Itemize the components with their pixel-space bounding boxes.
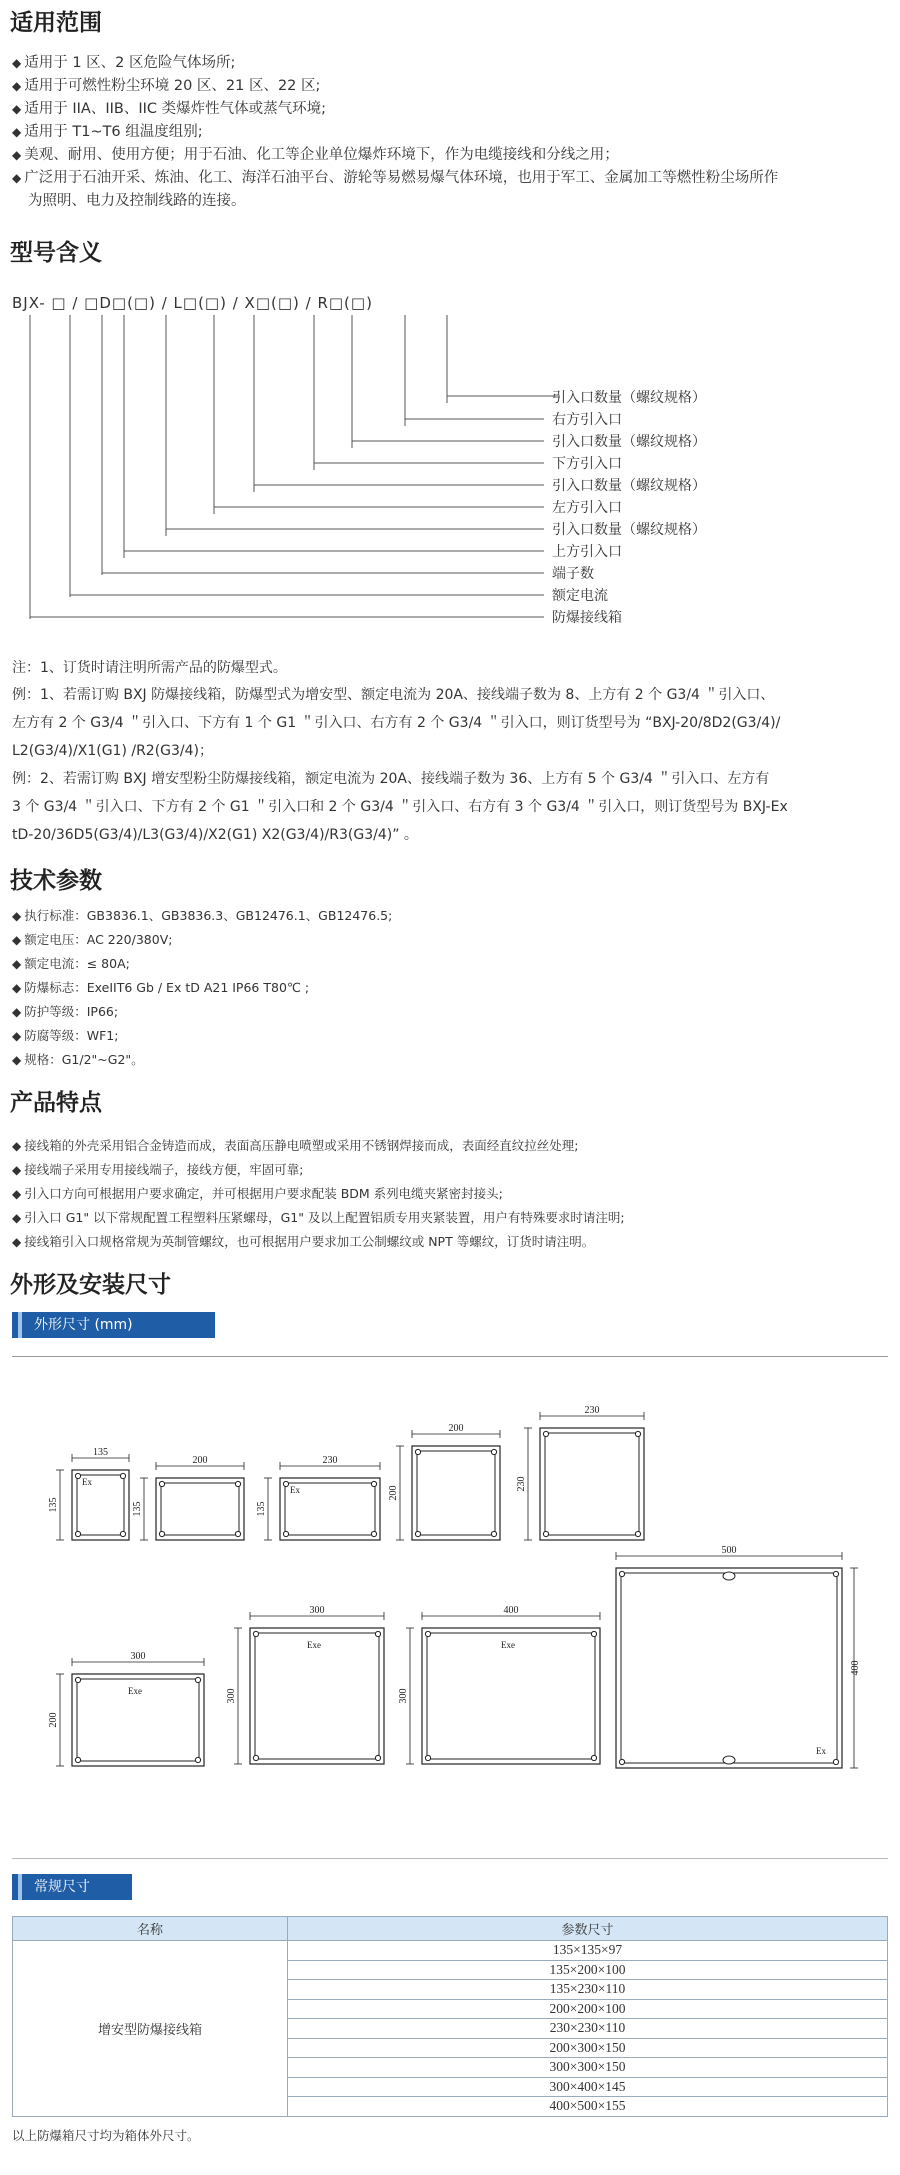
size-cell: 135×200×100: [288, 1960, 888, 1980]
bolt-icon: [75, 1757, 80, 1762]
scope-item: ◆ 美观、耐用、使用方便；用于石油、化工等企业单位爆炸环境下，作为电缆接线和分线之用；: [12, 147, 619, 163]
note-line: 左方有 2 个 G3/4 ＂引入口、下方有 1 个 G1 ＂引入口、右方有 2 个 G3/4 ＂引入口，则订货型号为 “BXJ-20/8D2(G3/4)/: [12, 715, 781, 731]
scope-item-continued: 为照明、电力及控制线路的连接。: [28, 193, 246, 209]
bolt-icon: [415, 1449, 420, 1454]
diamond-bullet-icon: ◆: [12, 56, 22, 70]
bolt-icon: [591, 1631, 596, 1636]
table-row: [13, 1941, 888, 1961]
bolt-icon: [591, 1755, 596, 1760]
bolt-icon: [253, 1631, 258, 1636]
divider: [12, 1356, 888, 1357]
legend-item: 右方引入口: [552, 412, 622, 428]
row1-box-2: [256, 1455, 380, 1540]
legend-item: 防爆接线箱: [552, 610, 622, 626]
row2-box-2: [398, 1605, 600, 1764]
table-footnote: 以上防爆箱尺寸均为箱体外尺寸。: [12, 2128, 200, 2143]
ex-mark-label: Exe: [128, 1686, 142, 1696]
model-title: 型号含义: [10, 240, 102, 266]
bolt-icon: [283, 1531, 288, 1536]
width-label: 200: [192, 1455, 208, 1466]
bolt-icon: [235, 1481, 240, 1486]
ex-mark-label: Ex: [290, 1485, 300, 1495]
legend-item: 下方引入口: [552, 456, 622, 472]
size-cell: 300×300×150: [288, 2058, 888, 2078]
row2-box-3: [616, 1545, 861, 1768]
header-param: 参数尺寸: [288, 1917, 888, 1941]
width-label: 230: [322, 1455, 338, 1466]
diamond-bullet-icon: ◆: [12, 125, 22, 139]
width-label: 500: [721, 1545, 737, 1556]
row1-box-4: [516, 1405, 644, 1540]
bolt-icon: [619, 1759, 624, 1764]
bolt-icon: [375, 1631, 380, 1636]
tech-item: ◆ 规格：G1/2"~G2"。: [12, 1052, 144, 1067]
diamond-bullet-icon: ◆: [12, 148, 22, 162]
diamond-bullet-icon: ◆: [12, 1029, 22, 1043]
height-label: 400: [850, 1660, 861, 1676]
bolt-icon: [833, 1571, 838, 1576]
ex-mark-label: Ex: [816, 1746, 826, 1756]
size-cell: 135×230×110: [288, 1980, 888, 2000]
bolt-icon: [195, 1677, 200, 1682]
feature-item: ◆ 接线箱引入口规格常规为英制管螺纹，也可根据用户要求加工公制螺纹或 NPT 等螺纹，订货时请注明。: [12, 1234, 595, 1249]
row1-box-0: [48, 1447, 129, 1540]
diamond-bullet-icon: ◆: [12, 171, 22, 185]
note-line: 例：1、若需订购 BXJ 防爆接线箱，防爆型式为增安型、额定电流为 20A、接线端子数为 8、上方有 2 个 G3/4 ＂引入口、: [12, 687, 775, 703]
bolt-icon: [833, 1759, 838, 1764]
scope-item: ◆ 适用于可燃性粉尘环境 20 区、21 区、22 区;: [12, 78, 321, 94]
tech-item: ◆ 额定电压：AC 220/380V;: [12, 932, 173, 947]
tech-item: ◆ 额定电流：≤ 80A;: [12, 956, 130, 971]
regular-label-bar: [12, 1874, 132, 1900]
height-label: 200: [388, 1485, 399, 1501]
row2-box-0: [48, 1651, 204, 1766]
scope-title: 适用范围: [10, 10, 102, 36]
box-outer-frame: [72, 1470, 129, 1540]
diamond-bullet-icon: ◆: [12, 1163, 22, 1177]
width-label: 300: [130, 1651, 146, 1662]
height-label: 230: [516, 1476, 527, 1492]
regular-label: 常规尺寸: [34, 1879, 90, 1895]
bolt-icon: [371, 1481, 376, 1486]
width-label: 300: [309, 1605, 325, 1616]
diamond-bullet-icon: ◆: [12, 102, 22, 116]
ex-mark-label: Ex: [82, 1477, 92, 1487]
tech-item: ◆ 防护等级：IP66;: [12, 1004, 119, 1019]
diamond-bullet-icon: ◆: [12, 981, 22, 995]
row2-box-1: [226, 1605, 384, 1764]
legend-item: 额定电流: [552, 588, 608, 604]
bolt-icon: [635, 1531, 640, 1536]
bolt-icon: [159, 1481, 164, 1486]
table-header-row: [13, 1917, 888, 1941]
bolt-icon: [120, 1531, 125, 1536]
bolt-icon: [491, 1449, 496, 1454]
dims-title: 外形及安装尺寸: [10, 1272, 171, 1298]
legend-item: 引入口数量（螺纹规格）: [552, 434, 706, 450]
legend-item: 端子数: [552, 566, 594, 582]
bolt-icon: [235, 1531, 240, 1536]
size-table: [12, 1916, 888, 2117]
box-inner-frame: [545, 1433, 639, 1535]
box-inner-frame: [621, 1573, 837, 1763]
diamond-bullet-icon: ◆: [12, 933, 22, 947]
size-cell: 200×200×100: [288, 1999, 888, 2019]
bolt-icon: [543, 1531, 548, 1536]
bolt-icon: [253, 1755, 258, 1760]
note-line: L2(G3/4)/X1(G1) /R2(G3/4)；: [12, 743, 214, 759]
row1-box-3: [388, 1423, 500, 1540]
label-accent: [18, 1874, 22, 1900]
box-outer-frame: [616, 1568, 842, 1768]
box-inner-frame: [255, 1633, 379, 1759]
scope-item: ◆ 适用于 1 区、2 区危险气体场所;: [12, 55, 236, 71]
outline-label-bar: [12, 1312, 215, 1338]
bolt-icon: [120, 1473, 125, 1478]
legend-item: 引入口数量（螺纹规格）: [552, 522, 706, 538]
scope-item: ◆ 适用于 IIA、IIB、IIC 类爆炸性气体或蒸气环境;: [12, 101, 326, 117]
diamond-bullet-icon: ◆: [12, 1005, 22, 1019]
size-cell: 200×300×150: [288, 2038, 888, 2058]
bolt-icon: [415, 1531, 420, 1536]
size-cell: 300×400×145: [288, 2077, 888, 2097]
bolt-icon: [375, 1755, 380, 1760]
diamond-bullet-icon: ◆: [12, 1053, 22, 1067]
scope-item: ◆ 广泛用于石油开采、炼油、化工、海洋石油平台、游轮等易燃易爆气体环境，也用于军工、金属加工等燃性粉尘场所作: [12, 170, 779, 186]
hanging-lug-icon: [723, 1756, 735, 1764]
height-label: 300: [398, 1688, 409, 1704]
height-label: 200: [48, 1712, 59, 1728]
bolt-icon: [159, 1531, 164, 1536]
bolt-icon: [283, 1481, 288, 1486]
width-label: 135: [93, 1447, 108, 1458]
box-outer-frame: [156, 1478, 244, 1540]
feature-item: ◆ 接线端子采用专用接线端子，接线方便，牢固可靠;: [12, 1162, 304, 1177]
bolt-icon: [195, 1757, 200, 1762]
height-label: 135: [132, 1501, 143, 1517]
width-label: 200: [448, 1423, 464, 1434]
model-code-diagram: [0, 315, 900, 635]
legend-item: 引入口数量（螺纹规格）: [552, 478, 706, 494]
ex-mark-label: Exe: [307, 1640, 321, 1650]
note-line: 3 个 G3/4 ＂引入口、下方有 2 个 G1 ＂引入口和 2 个 G3/4 ＂引入口、右方有 3 个 G3/4 ＂引入口，则订货型号为 BXJ-Ex: [12, 799, 788, 815]
height-label: 135: [48, 1497, 59, 1513]
bolt-icon: [491, 1531, 496, 1536]
size-cell: 400×500×155: [288, 2097, 888, 2117]
features-title: 产品特点: [10, 1090, 102, 1116]
scope-item: ◆ 适用于 T1~T6 组温度组别;: [12, 124, 203, 140]
hanging-lug-icon: [723, 1572, 735, 1580]
legend-item: 上方引入口: [552, 544, 622, 560]
note-line: 注：1、订货时请注明所需产品的防爆型式。: [12, 660, 287, 676]
diamond-bullet-icon: ◆: [12, 1235, 22, 1249]
bolt-icon: [425, 1631, 430, 1636]
feature-item: ◆ 接线箱的外壳采用铝合金铸造而成，表面高压静电喷塑或采用不锈钢焊接而成，表面经直纹拉丝处理;: [12, 1138, 579, 1153]
box-inner-frame: [417, 1451, 495, 1535]
diamond-bullet-icon: ◆: [12, 957, 22, 971]
bolt-icon: [371, 1531, 376, 1536]
tech-item: ◆ 防爆标志：ExeIIT6 Gb / Ex tD A21 IP66 T80℃ ;: [12, 980, 310, 995]
model-code: BJX- □ / □D□(□) / L□(□) / X□(□) / R□(□): [12, 294, 373, 312]
label-accent: [18, 1312, 22, 1338]
tech-item: ◆ 防腐等级：WF1;: [12, 1028, 119, 1043]
outline-drawings: [0, 1400, 900, 1800]
bolt-icon: [619, 1571, 624, 1576]
bolt-icon: [635, 1431, 640, 1436]
width-label: 400: [503, 1605, 519, 1616]
divider: [12, 1858, 888, 1859]
bolt-icon: [543, 1431, 548, 1436]
height-label: 300: [226, 1688, 237, 1704]
note-line: 例：2、若需订购 BXJ 增安型粉尘防爆接线箱，额定电流为 20A、接线端子数为 36、上方有 5 个 G3/4 ＂引入口、左方有: [12, 771, 770, 787]
ex-mark-label: Exe: [501, 1640, 515, 1650]
tech-title: 技术参数: [10, 868, 102, 894]
row1-box-1: [132, 1455, 244, 1540]
height-label: 135: [256, 1501, 267, 1517]
box-outer-frame: [412, 1446, 500, 1540]
legend-item: 左方引入口: [552, 500, 622, 516]
diamond-bullet-icon: ◆: [12, 909, 22, 923]
diamond-bullet-icon: ◆: [12, 1139, 22, 1153]
width-label: 230: [584, 1405, 600, 1416]
outline-label: 外形尺寸 (mm): [34, 1317, 133, 1333]
legend-item: 引入口数量（螺纹规格）: [552, 390, 706, 406]
bolt-icon: [75, 1531, 80, 1536]
box-outer-frame: [540, 1428, 644, 1540]
box-inner-frame: [427, 1633, 595, 1759]
note-line: tD-20/36D5(G3/4)/L3(G3/4)/X2(G1) X2(G3/4)/R3(G3/4)” 。: [12, 827, 418, 843]
bolt-icon: [75, 1473, 80, 1478]
product-name: 增安型防爆接线箱: [13, 1941, 288, 2117]
feature-item: ◆ 引入口方向可根据用户要求确定，并可根据用户要求配装 BDM 系列电缆夹紧密封接头;: [12, 1186, 503, 1201]
feature-item: ◆ 引入口 G1" 以下常规配置工程塑料压紧螺母，G1" 及以上配置铝质专用夹紧装置，用户有特殊要求时请注明;: [12, 1210, 625, 1225]
tech-item: ◆ 执行标准：GB3836.1、GB3836.3、GB12476.1、GB12476.5;: [12, 908, 393, 923]
diamond-bullet-icon: ◆: [12, 79, 22, 93]
bolt-icon: [425, 1755, 430, 1760]
diamond-bullet-icon: ◆: [12, 1187, 22, 1201]
header-name: 名称: [13, 1917, 288, 1941]
diamond-bullet-icon: ◆: [12, 1211, 22, 1225]
bolt-icon: [75, 1677, 80, 1682]
box-inner-frame: [161, 1483, 239, 1535]
size-cell: 230×230×110: [288, 2019, 888, 2039]
size-cell: 135×135×97: [288, 1941, 888, 1961]
